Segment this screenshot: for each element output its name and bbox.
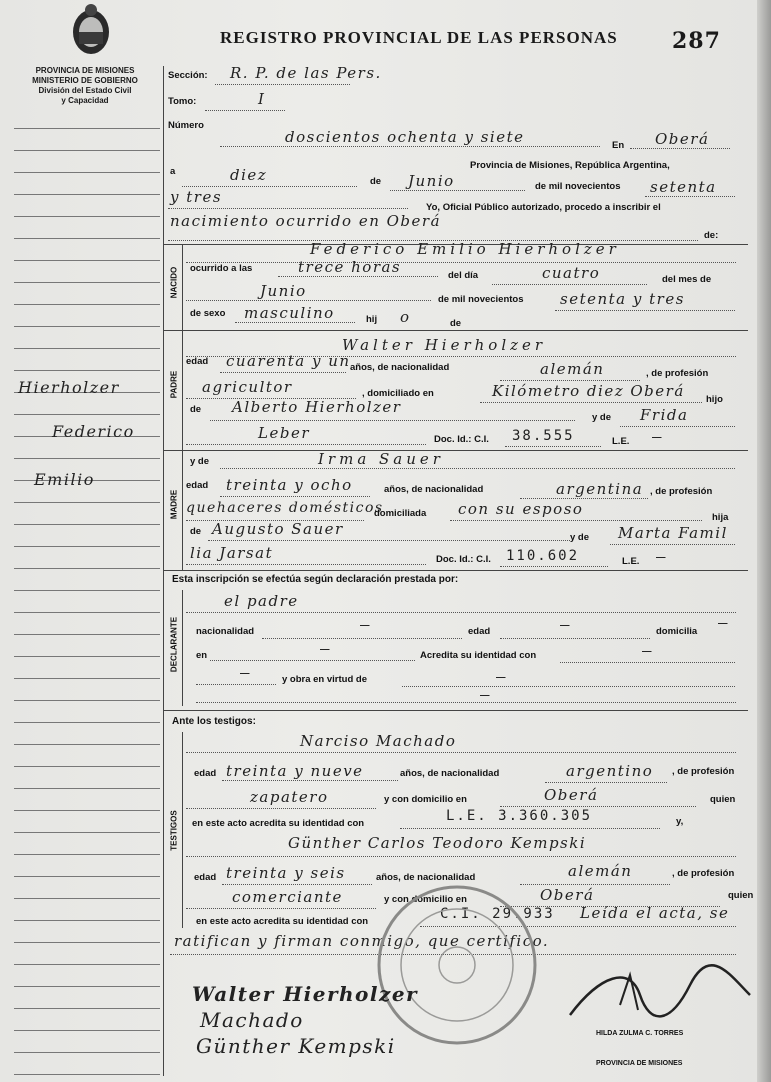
testigo2-nombre-line [186,856,736,857]
margin-rule-line [14,128,160,129]
provincia-text: Provincia de Misiones, República Argentina, [470,160,670,171]
madre-madre-line-1 [610,544,735,545]
margin-rule-line [14,964,160,965]
madre-profesion-label: , de profesión [650,486,713,497]
declarante-nacionalidad-label: nacionalidad [196,626,255,637]
declarante-en-dash: — [320,644,330,655]
madre-de-label: de [190,526,202,537]
margin-rule-line [14,898,160,899]
testigo1-anios-label: años, de nacionalidad [400,768,500,779]
testigo1-edad-value: treinta y nueve [226,762,364,780]
anio-value-1: setenta [650,178,717,196]
declarante-domicilia-dash: — [718,618,728,629]
madre-padre-line [208,540,570,541]
margin-divider [163,66,164,1076]
mil-nacido-label: de mil novecientos [438,294,524,305]
testigo2-nacionalidad-line [520,884,670,885]
madre-le-label: L.E. [622,556,640,567]
declarante-obra-dash: — [240,668,250,679]
madre-domiciliada-label: domiciliada [374,508,427,519]
testigo2-doc-value: C.I. 29.933 [440,906,555,922]
madre-hija-label: hija [712,512,729,523]
padre-anios-label: años, de nacionalidad [350,362,450,373]
testigo1-domicilio-value: Oberá [544,786,599,804]
madre-anios-label: años, de nacionalidad [384,484,484,495]
margin-rule-line [14,722,160,723]
madre-domicilio-value: con su esposo [458,500,584,518]
org-line-capacity: y Capacidad [61,96,109,105]
en-line [630,148,730,149]
declarante-nacionalidad-line [262,638,462,639]
acto-value: nacimiento ocurrido en Oberá [170,212,442,230]
testigo2-nombre: Günther Carlos Teodoro Kempski [288,834,587,852]
margin-rule-line [14,700,160,701]
declarante-acredita-label: Acredita su identidad con [420,650,537,661]
numero-value: doscientos ochenta y siete [285,128,525,146]
testigo1-profesion-line [186,808,376,809]
madre-padre-value: Augusto Sauer [212,520,344,538]
padre-doc-label: Doc. Id.: C.I. [434,434,489,445]
testigo2-profesion-value: comerciante [232,888,343,906]
declarante-obra-line [402,686,735,687]
padre-madre-value-1: Frida [640,406,689,424]
padre-section-label: PADRE [169,370,179,399]
nacido-label-rule [182,244,183,330]
margin-rule-line [14,568,160,569]
madre-y-de2-label: y de [570,532,590,543]
anio-line-1 [645,196,735,197]
testigo2-anios-label: años, de nacionalidad [376,872,476,883]
madre-top-rule [163,450,748,451]
padre-domicilio-value: Kilómetro diez Oberá [492,382,685,400]
margin-rule-line [14,1008,160,1009]
org-line-ministry: MINISTERIO DE GOBIERNO [32,76,138,85]
numero-line [220,146,600,147]
testigo1-nombre-line [186,752,736,753]
margin-rule-line [14,348,160,349]
testigo2-edad-value: treinta y seis [226,864,346,882]
margin-rule-line [14,656,160,657]
padre-ci-line [505,446,601,447]
declarante-top-rule [163,570,748,571]
testigo1-doc-value: L.E. 3.360.305 [446,808,593,824]
anio-value-2: y tres [170,188,223,206]
testigo2-profesion-label: , de profesión [672,868,735,879]
mil-label: de mil novecientos [535,181,621,192]
madre-section-label: MADRE [169,489,179,520]
margin-rule-line [14,546,160,547]
org-line-division: División del Estado Civil [38,86,132,95]
madre-nombre: Irma Sauer [318,450,444,468]
margin-rule-line [14,986,160,987]
madre-doc-label: Doc. Id.: C.I. [436,554,491,565]
testigo1-nombre: Narciso Machado [300,732,457,750]
madre-madre-value-2: lia Jarsat [190,544,274,562]
madre-madre-line-2 [186,564,426,565]
margin-rule-line [14,876,160,877]
margin-rule-line [14,282,160,283]
testigos-top-rule [163,710,748,711]
margin-rule-line [14,634,160,635]
hora-value: trece horas [298,258,402,276]
padre-madre-line-2 [186,444,426,445]
testigo1-domicilio-label: y con domicilio en [384,794,467,805]
testigo1-acredita-label: en este acto acredita su identidad con [192,818,365,829]
padre-padre-value: Alberto Hierholzer [232,398,402,416]
testigo1-edad-label: edad [194,768,217,779]
testigo2-acredita-label: en este acto acredita su identidad con [196,916,369,927]
margin-rule-line [14,458,160,459]
signature-padre: Walter Hierholzer [192,982,419,1006]
padre-le-label: L.E. [612,436,630,447]
padre-padre-line [210,420,575,421]
margin-rule-line [14,172,160,173]
madre-madre-value-1: Marta Famil [618,524,728,542]
sexo-label: de sexo [190,308,226,319]
testigo1-profesion-value: zapatero [250,788,329,806]
mes-nacido-value: Junio [260,282,307,300]
margin-rule-line [14,326,160,327]
declarante-obra-pre-line [196,684,276,685]
testigo2-domicilio-label: y con domicilio en [384,894,467,905]
en-value: Oberá [655,130,710,148]
padre-nombre: Walter Hierholzer [342,336,547,354]
seccion-value: R. P. de las Pers. [230,64,382,82]
declarante-nacionalidad-dash: — [360,620,370,631]
signature-oficial-icon [560,955,760,1035]
official-seal-icon [372,880,542,1050]
ocurrido-label: ocurrido a las [190,263,253,274]
mes-value: Junio [408,172,455,190]
stamp-province: PROVINCIA DE MISIONES [596,1060,683,1067]
testigos-intro: Ante los testigos: [172,716,256,727]
tomo-value: I [258,90,266,108]
testigo1-edad-line [222,780,398,781]
act-number: 287 [672,28,721,54]
mes-nacido-line [186,300,431,301]
padre-de-label: de [190,404,202,415]
hij-label: hij [366,314,378,325]
margin-rule-line [14,832,160,833]
sexo-line [235,322,355,323]
padre-profesion-label: , de profesión [646,368,709,379]
testigo1-domicilio-line [500,806,696,807]
declarante-acredita-dash: — [642,646,652,657]
padre-label-rule [182,330,183,450]
margin-rule-line [14,370,160,371]
hora-line [278,276,438,277]
org-header [10,66,160,106]
testigo2-quien-label: quien [728,890,754,901]
margin-rule-line [14,810,160,811]
madre-nacionalidad-value: argentina [556,480,644,498]
margin-note-surname: Hierholzer [18,378,120,397]
padre-nacionalidad-line [500,380,640,381]
padre-y-de-label: y de [592,412,612,423]
madre-le-value: — [656,552,666,563]
declarante-domicilia-label: domicilia [656,626,698,637]
sexo-value: masculino [244,304,335,322]
closing-line-2: ratifican y firman conmigo, que certifico. [174,932,550,950]
margin-rule-line [14,194,160,195]
padre-edad-label: edad [186,356,209,367]
closing-line-1: Leída el acta, se [580,904,730,922]
tomo-line [205,110,285,111]
del-dia-label: del día [448,270,479,281]
padre-hijo-label: hijo [706,394,723,405]
padre-profesion-value: agricultor [202,378,293,396]
margin-note-first-name: Federico [52,422,135,441]
numero-label: Número [168,120,204,131]
dia-nacido-line [492,284,647,285]
padre-domicilio-line [480,402,702,403]
madre-ci-value: 110.602 [506,548,580,564]
margin-note-second-name: Emilio [34,470,95,489]
margin-rule-line [14,238,160,239]
dia-line [182,186,357,187]
margin-rule-line [14,1030,160,1031]
madre-nombre-line [220,468,735,469]
declarante-edad-dash: — [560,620,570,631]
dia-nacido-value: cuatro [542,264,601,282]
declarante-en-line [210,660,415,661]
madre-profesion-value: quehaceres domésticos [186,500,384,516]
madre-edad-line [220,496,370,497]
madre-edad-label: edad [186,480,209,491]
coat-of-arms-icon [68,2,114,58]
declarante-value: el padre [224,592,299,610]
padre-madre-line-1 [620,426,735,427]
a-label: a [170,166,176,177]
declarante-en-label: en [196,650,208,661]
anio-line-2 [168,208,408,209]
nacido-de-label: de [450,318,462,329]
declarante-section-label: DECLARANTE [169,616,179,673]
declarante-label-rule [182,590,183,706]
declarante-acredita-line [560,662,735,663]
del-mes-label: del mes de [662,274,712,285]
stamp-officer-name: HILDA ZULMA C. TORRES [596,1030,684,1037]
signature-testigo2: Günther Kempski [196,1034,396,1058]
margin-rule-line [14,744,160,745]
margin-rule-line [14,788,160,789]
org-line-province: PROVINCIA DE MISIONES [35,66,135,75]
padre-edad-line [220,372,346,373]
padre-le-value: — [652,432,662,443]
padre-ci-value: 38.555 [512,428,575,444]
margin-rule-line [14,854,160,855]
margin-rule-line [14,414,160,415]
anio-nacido-value: setenta y tres [560,290,685,308]
oficial-text: Yo, Oficial Público autorizado, procedo a inscribir el [426,202,661,213]
nacido-nombre: Federico Emilio Hierholzer [310,240,620,258]
declarante-value-line [186,612,736,613]
nacido-section-label: NACIDO [169,266,179,299]
margin-rule-line [14,304,160,305]
seccion-label: Sección: [168,70,208,81]
document-title: REGISTRO PROVINCIAL DE LAS PERSONAS [220,28,618,47]
declarante-intro: Esta inscripción se efectúa según declaración prestada por: [172,574,459,585]
madre-edad-value: treinta y ocho [226,476,353,494]
testigo2-edad-label: edad [194,872,217,883]
signature-testigo1: Machado [200,1008,304,1032]
page-edge-shadow [757,0,771,1082]
margin-rule-line [14,216,160,217]
mes-line [390,190,525,191]
hij-value: o [400,308,411,326]
margin-rule-line [14,590,160,591]
testigo1-y-label: y, [676,816,684,827]
padre-edad-value: cuarenta y un [226,352,351,370]
margin-rule-line [14,678,160,679]
margin-rule-line [14,1052,160,1053]
testigo1-nacionalidad-line [545,782,667,783]
margin-rule-line [14,502,160,503]
testigo2-domicilio-value: Oberá [540,886,595,904]
declarante-edad-line [500,638,650,639]
margin-rule-line [14,612,160,613]
madre-nacionalidad-line [520,498,648,499]
declarante-obra-dash-2: — [496,672,506,683]
madre-y-de-label: y de [190,456,210,467]
de-label: de [370,176,382,187]
margin-rule-line [14,920,160,921]
testigos-section-label: TESTIGOS [169,810,179,851]
madre-ci-line [500,566,608,567]
margin-rule-line [14,260,160,261]
padre-madre-value-2: Leber [258,424,310,442]
margin-rule-line [14,524,160,525]
testigo2-profesion-line [186,908,376,909]
padre-top-rule [163,330,748,331]
margin-rule-line [14,150,160,151]
testigo1-quien-label: quien [710,794,736,805]
testigo2-nacionalidad-value: alemán [568,862,633,880]
anio-nacido-line [555,310,735,311]
declarante-edad-label: edad [468,626,491,637]
padre-domiciliado-label: , domiciliado en [362,388,434,399]
margin-rule-line [14,1074,160,1075]
padre-nacionalidad-value: alemán [540,360,605,378]
de-colon-label: de: [704,230,719,241]
dia-value: diez [230,166,268,184]
testigo1-doc-line [400,828,660,829]
nacido-nombre-line [186,262,736,263]
madre-domicilio-line [450,520,702,521]
testigo2-edad-line [222,884,372,885]
testigos-label-rule [182,732,183,928]
margin-rule-line [14,766,160,767]
declarante-obra-label: y obra en virtud de [282,674,367,685]
declarante-extra-line [196,702,736,703]
margin-rule-line [14,942,160,943]
tomo-label: Tomo: [168,96,197,107]
en-label: En [612,140,625,151]
declarante-extra-dash: — [480,690,490,701]
testigo1-nacionalidad-value: argentino [566,762,654,780]
madre-label-rule [182,450,183,570]
seccion-line [215,84,350,85]
testigo1-profesion-label: , de profesión [672,766,735,777]
